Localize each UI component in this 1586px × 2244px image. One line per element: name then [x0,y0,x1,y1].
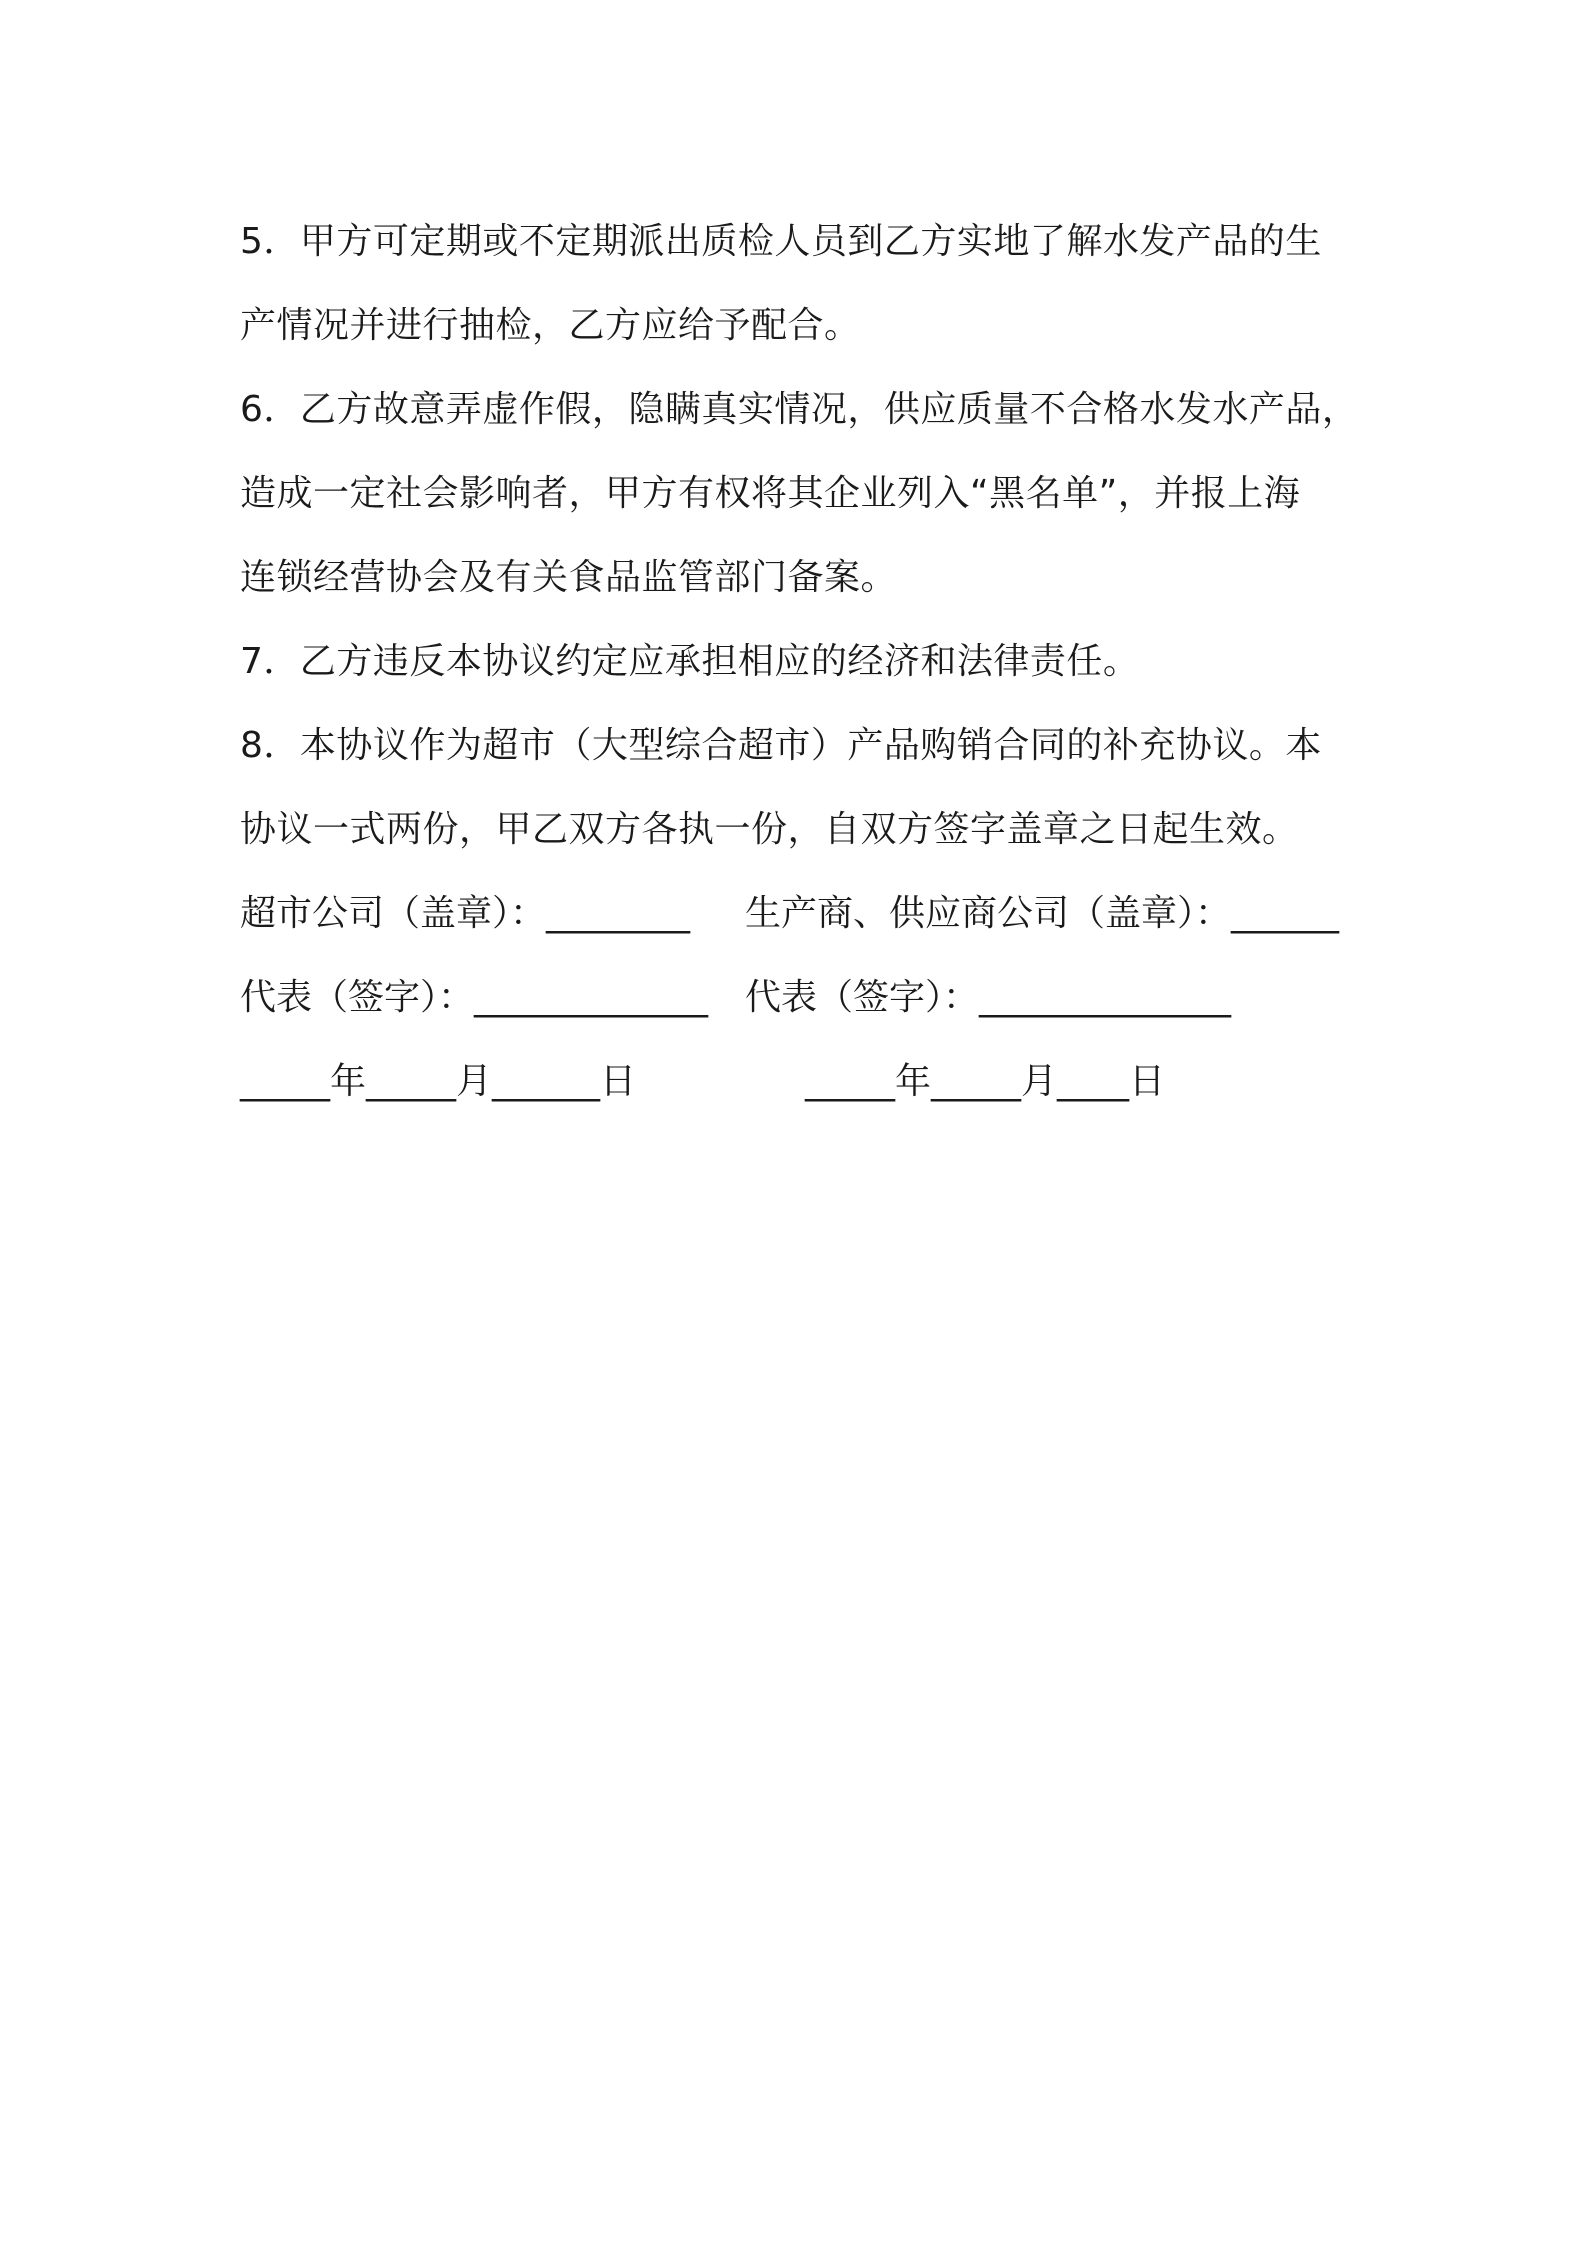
clause-5-line-2: 产情况并进行抽检，乙方应给予配合。 [240,305,861,346]
signature-date-row [240,1040,1360,1124]
clause-6-line-1: 6．乙方故意弄虚作假，隐瞒真实情况，供应质量不合格水发水产品， [240,389,1359,430]
supplier-company-seal: 生产商、供应商公司（盖章）：______ [745,893,1340,934]
agreement-body [240,200,1360,1124]
supplier-representative: 代表（签字）：______________ [745,977,1232,1018]
clause-6-line-3: 连锁经营协会及有关食品监管部门备案。 [240,557,898,598]
clause-6-line-2: 造成一定社会影响者，甲方有权将其企业列入“黑名单”，并报上海 [240,473,1301,514]
clause-7-line-1: 7．乙方违反本协议约定应承担相应的经济和法律责任。 [240,641,1140,682]
clause-5-line-1: 5．甲方可定期或不定期派出质检人员到乙方实地了解水发产品的生 [240,221,1322,262]
supermarket-representative: 代表（签字）：_____________ [240,977,709,1018]
supermarket-date: _____年_____月______日 [240,1061,636,1102]
signature-company-row [240,872,1360,956]
clause-8-line-2: 协议一式两份，甲乙双方各执一份，自双方签字盖章之日起生效。 [240,809,1299,850]
signature-representative-row [240,956,1360,1040]
clause-8-line-1: 8．本协议作为超市（大型综合超市）产品购销合同的补充协议。本 [240,725,1322,766]
supermarket-company-seal: 超市公司（盖章）：________ [240,893,691,934]
supplier-date: _____年_____月____日 [805,1061,1165,1102]
